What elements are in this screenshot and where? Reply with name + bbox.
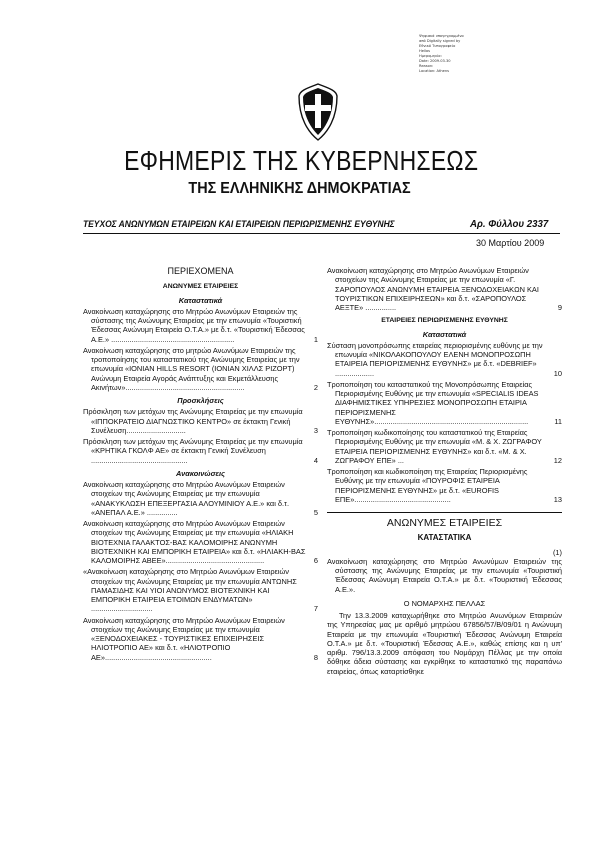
toc-section-title: Καταστατικά xyxy=(422,329,467,339)
toc-entry-text: «Ανακοίνωση καταχώρησης στο Μητρώο Ανωνύμων Εταιρειών στοιχείων της Ανώνυμης Εταιρείας με την επωνυμία ΑΝΤΩΝΗΣ ΠΑΜΑΣΙΔΗΣ ΚΑΙ ΥΙΟΙ ΑΝΩΝΥΜΟΣ ΒΙΟΤΕΧΝΙΚΗ ΚΑΙ ΕΜΠΟΡΙΚΗ ΕΤΑΙΡΕΙΑ ΕΤΟΙΜΩΝ ΕΝΔΥΜΑΤΩΝ» .............................. xyxy=(83,567,297,614)
toc-entry-text: Ανακοίνωση καταχώρησης στο Μητρώο Ανωνύμων Εταιρειών στοιχείων της Ανώνυμης Εταιρείας με την επωνυμία «ΗΛΙΑΚΗ ΒΙΟΤΕΧΝΙΑ ΓΑΛΑΚΤΟΣ-ΒΑΣ ΚΑΛΟΜΟΙΡΗΣ ΑΝΩΝΥΜΗ ΒΙΟΤΕΧΝΙΚΗ ΚΑΙ ΕΜΠΟΡΙΚΗ ΕΤΑΙΡΕΙΑ» και δ.τ. «ΗΛΙΑΚΗ-ΒΑΣ ΚΑΛΟΜΟΙΡΗΣ ΑΒΕΕ»................................................ xyxy=(83,519,306,565)
sheet-number: Αρ. Φύλλου 2337 xyxy=(470,218,549,230)
toc-entry xyxy=(83,616,318,662)
toc-entry-page: 10 xyxy=(553,368,562,378)
toc-entry-text: Τροποποίηση κωδικοποίησης του καταστατικού της Εταιρείας Περιορισμένης Ευθύνης με την επωνυμία «Μ. & Χ. ΖΩΓΡΑΦΟΥ ΕΤΑΙΡΕΙΑ ΠΕΡΙΟΡΙΣΜΕΝΗΣ ΕΥΘΥΝΗΣ» και δ.τ. «Μ. & Χ. ΖΩΓΡΑΦΟΥ ΕΠΕ» ... xyxy=(327,428,542,465)
stamp-line: Date: 2009.03.30 xyxy=(419,59,451,63)
toc-entry-page: 9 xyxy=(557,303,562,312)
issuer-title: Ο ΝΟΜΑΡΧΗΣ ΠΕΛΛΑΣ xyxy=(403,598,486,608)
toc-entry-text: Ανακοίνωση καταχώρησης στο Μητρώο Ανωνύμων Εταιρειών στοιχείων της Ανώνυμης Εταιρείας με την επωνυμία «Γ. ΣΑΡΟΠΟΥΛΟΣ ΑΝΩΝΥΜΗ ΕΤΑΙΡΕΙΑ ΞΕΝΟΔΟΧΕΙΑΚΩΝ ΚΑΙ ΤΟΥΡΙΣΤΙΚΩΝ ΕΠΙΧΕΙΡΗΣΕΩΝ» και δ.τ. «ΣΑΡΟΠΟΥΛΟΣ ΑΕΞΤΕ» ............... xyxy=(327,266,539,312)
issue-name: ΤΕΥΧΟΣ ΑΝΩΝΥΜΩΝ ΕΤΑΙΡΕΙΩΝ ΚΑΙ ΕΤΑΙΡΕΙΩΝ ΠΕΡΙΩΡΙΣΜΕΝΗΣ ΕΥΘΥΝΗΣ xyxy=(83,219,395,229)
toc-entry-text: Τροποποίηση του καταστατικού της Μονοπρόσωπης Εταιρείας Περιορισμένης Ευθύνης με την επωνυμία «SPECIALIS IDEAS ΔΙΑΦΗΜΙΣΤΙΚΕΣ ΥΠΗΡΕΣΙΕΣ ΜΟΝΟΠΡΟΣΩΠΗ ΕΤΑΙΡΙΑ ΠΕΡΙΟΡΙΣΜΕΝΗΣ ΕΥΘΥΝΗΣ»........................................................................... xyxy=(327,379,539,426)
toc-entry-text: Τροποποίηση και κωδικοποίηση της Εταιρείας Περιορισμένης Ευθύνης με την επωνυμία «ΠΟΥΡΟΦΙΣ ΕΤΑΙΡΕΙΑ ΠΕΡΙΟΡΙΣΜΕΝΗΣ ΕΥΘΥΝΗΣ» με δ.τ. «EUROFIS ΕΠΕ»............................................... xyxy=(327,467,528,504)
toc-group-title: ΕΤΑΙΡΕΙΕΣ ΠΕΡΙΩΡΙΣΜΕΝΗΣ ΕΥΘΥΝΗΣ xyxy=(381,317,508,325)
toc-entry xyxy=(327,467,562,504)
stamp-line: Location: Athens xyxy=(419,69,449,73)
toc-entry-page: 3 xyxy=(313,425,318,435)
toc-entry-text: Πρόσκληση των μετόχων της Ανώνυμης Εταιρείας με την επωνυμία «ΙΠΠΟΚΡΑΤΕΙΟ ΔΙΑΓΝΩΣΤΙΚΟ ΚΕΝΤΡΟ» σε έκτακτη Γενική Συνέλευση............................. xyxy=(83,407,303,435)
gazette-title: ΕΦΗΜΕΡΙΣ ΤΗΣ ΚΥΒΕΡΝΗΣΕΩΣ xyxy=(124,145,479,176)
toc-entry xyxy=(83,307,318,344)
toc-entry-page: 4 xyxy=(313,455,318,465)
stamp-line: Hellas xyxy=(419,49,430,53)
toc-entry-page: 8 xyxy=(313,652,318,662)
toc-section-title: Ανακοινώσεις xyxy=(176,468,225,478)
issue-date: 30 Μαρτίου 2009 xyxy=(476,238,545,248)
digital-signature-stamp xyxy=(419,34,489,74)
toc-entry-text: Πρόσκληση των μετόχων της Ανώνυμης Εταιρείας με την επωνυμία «ΚΡΗΤΙΚΑ ΓΚΟΛΦ ΑΕ» σε έκτακτη Γενική Συνέλευση ............................................... xyxy=(83,437,303,465)
toc-entry xyxy=(83,346,318,392)
toc-entry xyxy=(83,480,318,517)
toc-entry xyxy=(83,567,318,613)
toc-section-title: Καταστατικά xyxy=(178,295,223,305)
toc-entry-page: 12 xyxy=(553,455,562,465)
coat-of-arms-icon xyxy=(296,82,340,142)
announcement-body: Την 13.3.2009 καταχωρήθηκε στο Μητρώο Ανωνύμων Εταιρειών της Υπηρεσίας μας με αριθμό μητρώου 67856/57/Β/09/01 η Ανώνυμη Εταιρεία με την επωνυμία «Τουριστική Έδεσσας Ανώνυμη Εταιρεία Ο.Τ.Α.» με δ.τ. «Τουριστική Έδεσσας Α.Ε.», καθώς επίσης και η υπ' αριθμ. 796/13.3.2009 απόφαση του Νομάρχη Πέλλας με την οποία δόθηκε άδεια σύστασης και εγκρίθηκε το καταστατικό της παραπάνω εταιρείας, όπως καταρτίσθηκε xyxy=(327,611,562,676)
announcement-number: (1) xyxy=(552,547,562,557)
toc-entry-page: 7 xyxy=(313,604,318,614)
toc-entry-text: Ανακοίνωση καταχώρησης στο Μητρώο Ανωνύμων Εταιρειών στοιχείων της Ανώνυμης Εταιρείας με την επωνυμία «ΞΕΝΟΔΟΧΕΙΑΚΕΣ - ΤΟΥΡΙΣΤΙΚΕΣ ΕΠΙΧΕΙΡΗΣΕΙΣ ΗΛΙΟΤΡΟΠΙΟ ΑΕ» και δ.τ. «ΗΛΙΟΤΡΟΠΙΟ ΑΕ».................................................... xyxy=(83,615,285,662)
toc-entry xyxy=(327,380,562,426)
stamp-line: Ημερομηνία: xyxy=(419,54,442,58)
toc-entry-text: Ανακοίνωση καταχώρησης στο Μητρώο Ανωνύμων Εταιρειών της σύστασης της Ανώνυμης Εταιρείας με την επωνυμία «Τουριστική Έδεσσας Ανώνυμη Εταιρεία Ο.Τ.Α.» με δ.τ. «Τουριστική Έδεσσας Α.Ε.» ............................................................ xyxy=(83,306,305,344)
stamp-line: Ψηφιακά υπογεγραμμένο xyxy=(419,34,464,38)
toc-entry-text: Ανακοίνωση καταχώρησης στο μητρώο Ανωνύμων Εταιρειών της τροποποίησης του καταστατικού της Ανώνυμης Εταιρείας με την επωνυμία «IONIAN HILLS RESORT (ΙΟΝΙΑΝ ΧΙΛΛΣ ΡΙΖΟΡΤ) Ανώνυμη Εταιρεία Αγοράς Ανάπτυξης και Εκμετάλλευσης Ακινήτων».......................................................... xyxy=(83,345,300,392)
left-column xyxy=(83,267,318,664)
announcement-title: Ανακοίνωση καταχώρησης στο Μητρώο Ανωνύμων Εταιρειών της σύστασης της Ανώνυμης Εταιρείας με την επωνυμία «Τουριστική Έδεσσας Ανώνυμη Εταιρεία Ο.Τ.Α.» με δ.τ. «Τουριστική Έδεσσας Α.Ε.». xyxy=(327,556,562,594)
toc-entry-page: 6 xyxy=(313,556,318,565)
toc-entry xyxy=(327,341,562,378)
toc-heading: ΠΕΡΙΕΧΟΜΕΝΑ xyxy=(167,266,234,276)
header-rule xyxy=(83,233,560,234)
toc-entry xyxy=(327,266,562,312)
body-section-title: ΚΑΤΑΣΤΑΤΙΚΑ xyxy=(417,533,472,543)
toc-entry-page: 2 xyxy=(313,382,318,392)
stamp-line: Εθνικό Τυπογραφείο xyxy=(419,44,456,48)
toc-entry-page: 5 xyxy=(313,507,318,517)
toc-entry-page: 13 xyxy=(553,494,562,504)
section-divider xyxy=(327,512,562,513)
toc-entry xyxy=(83,519,318,565)
body-heading: ΑΝΩΝΥΜΕΣ ΕΤΑΙΡΕΙΕΣ xyxy=(386,517,503,529)
toc-section-title: Προσκλήσεις xyxy=(177,396,224,405)
toc-entry xyxy=(327,428,562,465)
toc-entry-page: 11 xyxy=(554,416,562,426)
gazette-subtitle: ΤΗΣ ΕΛΛΗΝΙΚΗΣ ΔΗΜΟΚΡΑΤΙΑΣ xyxy=(188,180,411,197)
toc-group-title: ΑΝΩΝΥΜΕΣ ΕΤΑΙΡΕΙΕΣ xyxy=(162,283,239,291)
stamp-line: από Digitally signed by xyxy=(419,39,461,43)
stamp-line: Reason: xyxy=(419,64,434,68)
right-column xyxy=(327,266,562,676)
toc-entry-text: Ανακοίνωση καταχώρησης στο Μητρώο Ανωνύμων Εταιρειών στοιχείων της Ανώνυμης Εταιρείας με την επωνυμία «ΑΝΑΚΥΚΛΩΣΗ ΕΠΕΞΕΡΓΑΣΙΑ ΑΛΟΥΜΙΝΙΟΥ Α.Ε.» και δ.τ. «ΑΝΕΠΑΛ Α.Ε.» ............... xyxy=(83,480,290,517)
toc-entry xyxy=(83,407,318,435)
toc-entry xyxy=(83,437,318,465)
toc-entry-text: Σύσταση μονοπρόσωπης εταιρείας περιορισμένης ευθύνης με την επωνυμία «ΝΙΚΟΛΑΚΟΠΟΥΛΟΥ ΕΛΕΝΗ ΜΟΝΟΠΡΟΣΩΠΗ ΕΤΑΙΡΕΙΑ ΠΕΡΙΟΡΙΣΜΕΝΗΣ ΕΥΘΥΝΗΣ» με δ.τ. «DEBRIEF» ................... xyxy=(327,340,543,378)
toc-entry-page: 1 xyxy=(313,334,318,344)
